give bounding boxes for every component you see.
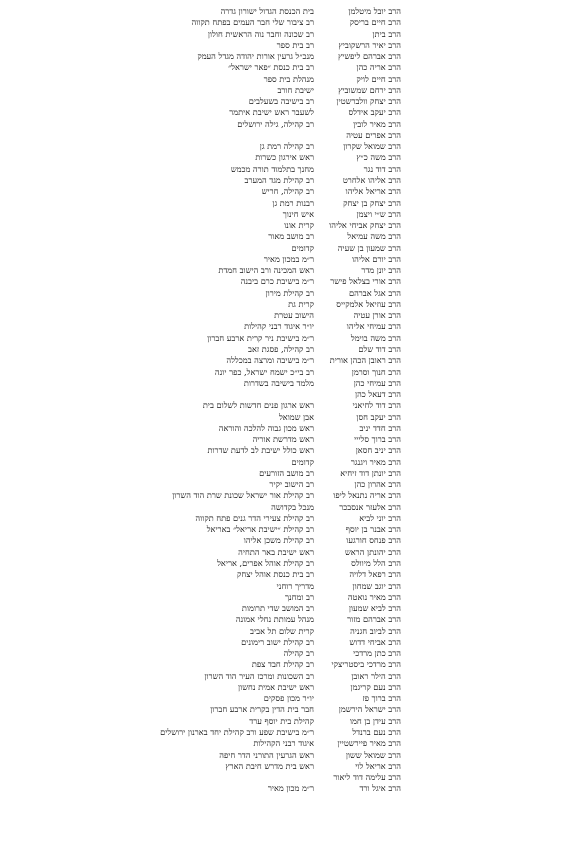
signatory-title: רב קהילה [283, 648, 314, 659]
signatory-name: הרב הלל מיוולס [351, 558, 401, 569]
signatory-title: ראש כולל ישיבת לב לדעת שדרות [207, 445, 314, 456]
signatory-row [0, 254, 584, 265]
signatory-title: מלמד בישיבה בשדרות [243, 377, 314, 388]
signatory-row [0, 581, 584, 592]
signatory-name: הרב מאיר ויגנגר [350, 456, 401, 467]
signatory-title: רב קהילת חבד צפת [251, 659, 314, 670]
signatory-title: קדומים [291, 242, 314, 253]
signatory-title: רב קהילה, פסגת זאב [248, 343, 314, 354]
signatory-row [0, 344, 584, 355]
signatory-title: רב ומחנך [284, 591, 314, 602]
signatory-row [0, 513, 584, 524]
signatory-title: ר״מ בישיבת ניר קרית ארבע חברון [207, 332, 314, 343]
signatory-name: הרב אורן עטיה [353, 310, 401, 321]
signatory-row [0, 434, 584, 445]
signatory-row [0, 265, 584, 276]
signatory-title: ראש אירגון כשרות [255, 152, 314, 163]
signatory-title: רב קהילה, גילה ירושלים [237, 118, 314, 129]
signatory-name: הרב אברהם ליפשיץ [337, 51, 401, 62]
signatory-row [0, 682, 584, 693]
signatory-title: יו״ר מכון פסקים [263, 693, 314, 704]
signatory-name: הרב משה כ״ץ [356, 152, 401, 163]
signatory-title: רב קהילת מירון [265, 287, 314, 298]
signatory-title: רב בית ספר [276, 39, 314, 50]
signatory-title: קרית אונו [284, 220, 314, 231]
signatory-name: הרב מאיר פיירשטיין [337, 738, 401, 749]
signatory-name: הרב עלימה דוד ליאור [333, 772, 401, 783]
signatory-name: הרב רפאל דלויה [349, 569, 401, 580]
signatory-row [0, 457, 584, 468]
signatory-row [0, 333, 584, 344]
signatory-title: ראש מדרשת אוריה [252, 434, 314, 445]
signatory-title: רב קהילה, חריש [261, 186, 314, 197]
signatory-title: חבר בית הדין בקרית ארבע חברון [210, 704, 314, 715]
signatory-row [0, 772, 584, 783]
signatory-name: הרב יצחק בן יצחק [343, 197, 401, 208]
signatory-name: הרב יצחק אביחי אליהו [329, 220, 401, 231]
signatory-row [0, 558, 584, 569]
signatory-row [0, 761, 584, 772]
signatory-title: מנכ״ל גרעין אורות יהודה מגדל העמק [197, 51, 314, 62]
signatory-name: הרב חדד יניב [359, 422, 401, 433]
signatory-name: הרב הילר ראובן [351, 670, 401, 681]
signatory-name: הרב יצחק וולברשטין [336, 96, 401, 107]
signatory-row [0, 51, 584, 62]
signatory-name: הרב מרדכי ביסטריצקי [331, 659, 401, 670]
signatory-row [0, 535, 584, 546]
signatory-title: יו״ר איגוד רבני קהילות [244, 321, 314, 332]
signatory-name: הרב אבנר בן יוסף [345, 524, 401, 535]
signatory-row [0, 490, 584, 501]
signatory-row [0, 209, 584, 220]
signatory-row [0, 716, 584, 727]
signatory-row [0, 186, 584, 197]
signatory-name: הרב אורי בצלאל פישר [330, 276, 401, 287]
signatory-name: הרב מאיר לובין [353, 118, 401, 129]
signatory-title: הישוב עטרת [274, 310, 314, 321]
signatory-name: הרב נעם ברנדל [352, 727, 401, 737]
signatory-title: רב קהילת משכן אליהו [243, 535, 314, 546]
signatory-name: הרב עידן בן חמו [349, 715, 401, 726]
signatory-title: מדריך רוחני [276, 580, 314, 591]
signatory-title: ראש מכון גבוה להלכה והוראה [218, 422, 314, 433]
signatory-row [0, 626, 584, 637]
signatory-row [0, 96, 584, 107]
signatory-row [0, 468, 584, 479]
signatory-name: הרב יעקב חסן [356, 411, 401, 422]
signatory-title: מנהל עמותת נחלי אמונה [235, 614, 314, 625]
signatory-name: הרב כתן מרדכי [353, 648, 401, 659]
signatory-title: רב קהילת אור ישראל שכונת שרת הוד השרון [172, 490, 314, 501]
signatory-title: ראש ישיבת אמית נחשון [238, 681, 314, 692]
signatory-row [0, 524, 584, 535]
signatory-title: קרית שלום תל אביב [250, 625, 314, 636]
signatory-row [0, 62, 584, 73]
signatory-name: הרב אפרים עטיה [346, 129, 401, 140]
signatory-name: הרב יהונתן הראש [344, 546, 401, 557]
signatory-row [0, 569, 584, 580]
signatory-name: הרב אריה כהן [356, 62, 401, 73]
signatory-name: הרב עמיחי כהן [353, 377, 401, 388]
signatory-row [0, 378, 584, 389]
signatory-row [0, 198, 584, 209]
signatory-title: רב בית כנסת אוהל יצחק [237, 569, 314, 580]
signatory-row [0, 412, 584, 423]
signatory-row [0, 130, 584, 141]
signatory-name: הרב ברוך פז [362, 693, 401, 704]
signatory-title: מחנך בתלמוד תורה מכמש [230, 163, 314, 174]
signatory-row [0, 152, 584, 163]
signatory-name: הרב יובל מיטלמן [348, 6, 401, 16]
signatory-title: מנכל בקדושה [271, 501, 314, 512]
signatory-title: רב בית כנסת ״פאר ישראל״ [228, 62, 314, 73]
signatory-name: הרב אריאל לוי [355, 760, 401, 771]
signatory-title: רב מושב מאור [268, 231, 314, 242]
signatory-title: רבנות רמת גן [272, 197, 314, 208]
signatory-name: הרב אביחי דדוש [349, 636, 401, 647]
signatory-name: הרב יניב חסאן [355, 445, 401, 456]
signatory-name: הרב דעאל כהן [355, 389, 401, 400]
signatory-row [0, 310, 584, 321]
signatory-row [0, 276, 584, 287]
signatory-row [0, 603, 584, 614]
signatory-row [0, 648, 584, 659]
signatory-title: רב בישיבה בשעלבים [248, 96, 314, 107]
signatory-title: ר״מ במכון מאיר [263, 253, 314, 264]
signatory-row [0, 299, 584, 310]
signatory-row [0, 671, 584, 682]
signatory-row [0, 479, 584, 490]
signatory-title: קדומים [291, 456, 314, 467]
signatories-list [0, 6, 584, 795]
signatory-name: הרב יונן מדר [361, 265, 401, 276]
signatory-title: רב ציבור שלי חבר העמים בפתח תקווה [191, 17, 314, 28]
signatory-row [0, 141, 584, 152]
signatory-row [0, 750, 584, 761]
signatory-name: הרב משה בוימל [350, 332, 401, 343]
signatory-row [0, 637, 584, 648]
signatory-title: ראש המכינה ורב הישוב חמדת [218, 265, 314, 276]
signatory-row [0, 107, 584, 118]
signatory-title: רב המושב שדי תרומות [241, 603, 314, 614]
signatory-name: הרב יאיר הרשקוביץ [338, 39, 401, 50]
signatory-title: ישיבת חורב [277, 84, 314, 95]
signatory-row [0, 119, 584, 130]
signatory-title: איש חינוך [282, 208, 314, 219]
signatory-title: ר״מ מכון מאיר [267, 783, 314, 794]
signatory-name: הרב דוד נגר [363, 163, 401, 174]
signatory-row [0, 614, 584, 625]
signatory-name: הרב שמואל ששון [345, 749, 401, 760]
signatory-title: ר״מ בישיבה ומרצה במכללה [226, 355, 314, 366]
signatory-name: הרב יעקב אידלס [348, 107, 401, 118]
signatory-name: הרב ברוך סלייי [354, 434, 401, 445]
signatory-name: הרב איגל ורד [359, 783, 401, 794]
signatory-name: הרב מאיר נואטה [347, 591, 401, 602]
signatory-row [0, 445, 584, 456]
signatory-name: הרב משה עמיאל [347, 231, 401, 242]
signatory-row [0, 704, 584, 715]
signatory-row [0, 547, 584, 558]
signatory-name: הרב אריאל אליהו [345, 186, 401, 197]
signatory-title: אבן שמואל [278, 411, 314, 422]
signatory-name: הרב פנחס חורגעו [346, 535, 401, 546]
signatory-name: הרב דוד לחיאני [352, 400, 401, 411]
signatory-row [0, 40, 584, 51]
signatory-row [0, 727, 584, 738]
signatory-name: הרב אלעזר אנסבכר [339, 501, 401, 512]
signatory-row [0, 175, 584, 186]
signatory-name: הרב יונתן דוד זיחיא [340, 467, 401, 478]
signatory-row [0, 321, 584, 332]
signatory-row [0, 164, 584, 175]
signatory-row [0, 220, 584, 231]
signatory-title: רב הישוב יקיר [269, 479, 314, 490]
signatory-name: הרב לביוב חגניה [350, 625, 401, 636]
signatory-row [0, 783, 584, 794]
signatory-name: הרב חיים בריסק [349, 17, 401, 28]
signatory-title: קהילת בית יוסף ערד [249, 715, 314, 726]
signatory-name: הרב חנוך וסרמן [351, 366, 401, 377]
signatory-name: הרב אליהו אלחרט [342, 174, 401, 185]
signatory-title: רב שכונה וחבר נוה הראשית חולון [207, 28, 314, 39]
signatory-name: הרב יוגב שמחון [352, 580, 401, 591]
signatory-title: רב קהילת מגד המערב [244, 174, 314, 185]
signatory-name: הרב עמיחי אליהו [346, 321, 401, 332]
signatory-title: בית הכנסת הגדול ישורון גדרה [220, 6, 314, 16]
signatory-name: הרב ירחם שמשוביץ [338, 84, 401, 95]
signatory-row [0, 389, 584, 400]
signatory-title: ראש ארגון פנים חדשות לשלום בית [202, 400, 314, 411]
signatory-row [0, 367, 584, 378]
signatory-title: ראש הגרעין התורני הדר חיפה [219, 749, 314, 760]
signatory-name: הרב דוד שלם [358, 343, 401, 354]
signatory-title: לשעבר ראש ישיבת איתמר [229, 107, 314, 118]
signatory-name: הרב נעם קריגמן [350, 681, 401, 692]
signatory-row [0, 29, 584, 40]
signatory-name: הרב עוזיאל אלמקייס [336, 298, 401, 309]
signatory-name: הרב יורם אליהו [352, 253, 401, 264]
signatory-title: קרית גת [288, 298, 314, 309]
signatory-row [0, 231, 584, 242]
signatory-title: רב קהילת ישוב רימונים [241, 636, 314, 647]
signatory-name: הרב ראובן הכהן אורית [329, 355, 401, 366]
signatory-row [0, 659, 584, 670]
signatory-row [0, 738, 584, 749]
signatory-row [0, 243, 584, 254]
signatory-name: הרב אברהם מזור [347, 614, 401, 625]
signatory-name: הרב יוני לביא [359, 512, 401, 523]
signatory-name: הרב חיים לויק [356, 73, 401, 84]
signatory-name: הרב שמעון בן שעיה [337, 242, 401, 253]
signatory-row [0, 400, 584, 411]
signatory-name: הרב ש״י ויצמן [356, 208, 401, 219]
signatory-title: איגוד רבני הקהילות [253, 738, 314, 749]
signatory-name: הרב אריה נתנאל ליפו [333, 490, 401, 501]
signatory-name: הרב אגל אברהם [348, 287, 401, 298]
signatory-row [0, 423, 584, 434]
signatory-row [0, 85, 584, 96]
signatory-title: רב קהילת אוהל אפרים, אריאל [217, 558, 314, 569]
signatory-title: רב בי״כ ישמח ישראל, כפר יונה [214, 366, 314, 377]
signatory-title: ראש ישיבת באר התחיה [238, 546, 314, 557]
signatory-title: ר״מ בישיבת כרם ביבנה [240, 276, 314, 287]
signatory-row [0, 17, 584, 28]
signatory-title: רב השכונות ומרכז העיר הוד השרון [204, 670, 314, 681]
signatory-title: רב מושב הזורעים [259, 467, 314, 478]
signatory-title: רב קהילה רמת גן [259, 141, 314, 152]
signatory-name: הרב אהרון כהן [354, 479, 401, 490]
signatory-title: ראש בית מדרש חיבת הארץ [225, 760, 314, 771]
signatory-name: הרב שמואל שקרון [343, 141, 401, 152]
signatory-row [0, 502, 584, 513]
signatory-title: רב קהילת ״ישיבת אריאל״ באריאל [206, 524, 314, 535]
signatory-row [0, 6, 584, 17]
signatory-row [0, 288, 584, 299]
signatory-row [0, 592, 584, 603]
signatory-name: הרב ביתן [372, 28, 401, 39]
signatory-title: רב קהילת צעירי הדר גנים פתח תקווה [195, 512, 314, 523]
signatory-title: ר״מ בישיבת שפע ורב קהילת יחד בארנון ירושלים [160, 727, 314, 737]
signatory-title: מנהלת בית ספר [263, 73, 314, 84]
signatory-row [0, 355, 584, 366]
signatory-name: הרב ישראל הירשמן [338, 704, 401, 715]
signatory-row [0, 693, 584, 704]
signatory-name: הרב לביא שמעון [348, 603, 401, 614]
signatory-row [0, 74, 584, 85]
